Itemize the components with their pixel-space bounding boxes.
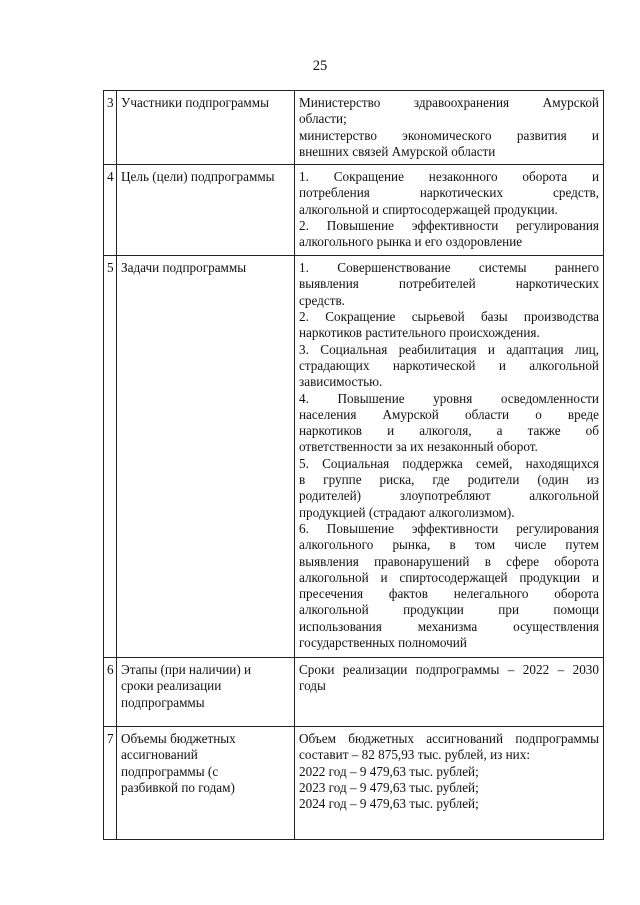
row-value-line: министерство экономического развития и (299, 127, 599, 143)
row-value-line: в группе риска, где родители (один из (299, 472, 599, 488)
row-value-line: составит – 82 875,93 тыс. рублей, из них: (299, 747, 530, 763)
row-label-line: разбивкой по годам) (121, 780, 235, 796)
row-value-line: алкогольной продукции при помощи (299, 602, 599, 618)
row-value-line: 4. Повышение уровня осведомленности (299, 390, 599, 406)
row-value-line: 5. Социальная поддержка семей, находящихся (299, 455, 599, 471)
row-value-line: пресечения фактов нелегального оборота (299, 586, 599, 602)
row-value-line: 1. Сокращение незаконного оборота и (299, 169, 599, 185)
row-value-line: 1. Совершенствование системы раннего (299, 260, 599, 276)
row-value-line: алкогольного рынка и его оздоровление (299, 234, 523, 250)
row-value-line: средств. (299, 292, 345, 308)
row-value-line: 2023 год – 9 479,63 тыс. рублей; (299, 780, 479, 796)
row-label-line: Задачи подпрограммы (121, 260, 247, 276)
row-label-line: сроки реализации (121, 678, 222, 694)
row-value-line: родителей) злоупотребляют алкогольной (299, 488, 599, 504)
row-label (117, 165, 295, 256)
row-value-line: 3. Социальная реабилитация и адаптация лиц, (299, 341, 599, 357)
row-value (295, 91, 604, 165)
row-number: 7 (104, 727, 117, 840)
row-label (117, 727, 295, 840)
row-value-line: области; (299, 111, 347, 127)
row-value (295, 727, 604, 840)
row-label-line: Участники подпрограммы (121, 95, 269, 110)
row-value-line: потребления наркотических средств, (299, 185, 599, 201)
row-value-line: 6. Повышение эффективности регулирования (299, 520, 599, 536)
table-row (104, 658, 604, 727)
row-number: 3 (104, 91, 117, 165)
table-row (104, 91, 604, 165)
row-value (295, 256, 604, 658)
row-value-line: продукцией (страдают алкоголизмом). (299, 504, 515, 520)
row-value-line: наркотиков и алкоголя, а также об (299, 423, 599, 439)
row-value-line: 2. Сокращение сырьевой базы производства (299, 309, 599, 325)
row-label-line: Этапы (при наличии) и (121, 662, 252, 678)
row-label-line: подпрограммы (121, 694, 205, 710)
row-value-line: ответственности за их незаконный оборот. (299, 439, 538, 455)
row-value-line: Объем бюджетных ассигнований подпрограммы (299, 731, 599, 747)
row-value-line: наркотиков растительного происхождения. (299, 325, 540, 341)
row-label-line: ассигнований (121, 747, 198, 763)
row-number: 6 (104, 658, 117, 727)
row-label (117, 91, 295, 165)
row-value-line: выявления потребителей наркотических (299, 276, 599, 292)
subprogram-passport-table (103, 90, 604, 840)
row-value-line: Министерство здравоохранения Амурской (299, 95, 599, 110)
row-label (117, 658, 295, 727)
row-number: 4 (104, 165, 117, 256)
row-value-line: Сроки реализации подпрограммы – 2022 – 2030 (299, 662, 599, 678)
row-value-line: выявления правонарушений в сфере оборота (299, 553, 599, 569)
row-value-line: 2024 год – 9 479,63 тыс. рублей; (299, 796, 479, 812)
page-number: 25 (312, 58, 328, 74)
table-row (104, 256, 604, 658)
row-label-line: Цель (цели) подпрограммы (121, 169, 275, 185)
row-value-line: внешних связей Амурской области (299, 143, 496, 159)
row-value (295, 165, 604, 256)
row-value-line: алкогольной и спиртосодержащей продукции. (299, 201, 558, 217)
row-value-line: 2022 год – 9 479,63 тыс. рублей; (299, 763, 479, 779)
row-value (295, 658, 604, 727)
row-value-line: страдающих наркотической и алкогольной (299, 357, 599, 373)
row-value-line: 2. Повышение эффективности регулирования (299, 218, 599, 234)
table-row (104, 165, 604, 256)
row-value-line: алкогольного рынка, в том числе путем (299, 537, 599, 553)
row-value-line: использования механизма осуществления (299, 618, 599, 634)
row-value-line: населения Амурской области о вреде (299, 406, 599, 422)
row-number: 5 (104, 256, 117, 658)
row-label (117, 256, 295, 658)
row-value-line: государственных полномочий (299, 635, 467, 651)
row-label-line: Объемы бюджетных (121, 731, 236, 747)
table-row (104, 727, 604, 840)
row-value-line: зависимостью. (299, 374, 383, 390)
row-label-line: подпрограммы (с (121, 763, 219, 779)
row-value-line: годы (299, 678, 326, 694)
row-value-line: алкогольной и спиртосодержащей продукции и (299, 569, 599, 585)
